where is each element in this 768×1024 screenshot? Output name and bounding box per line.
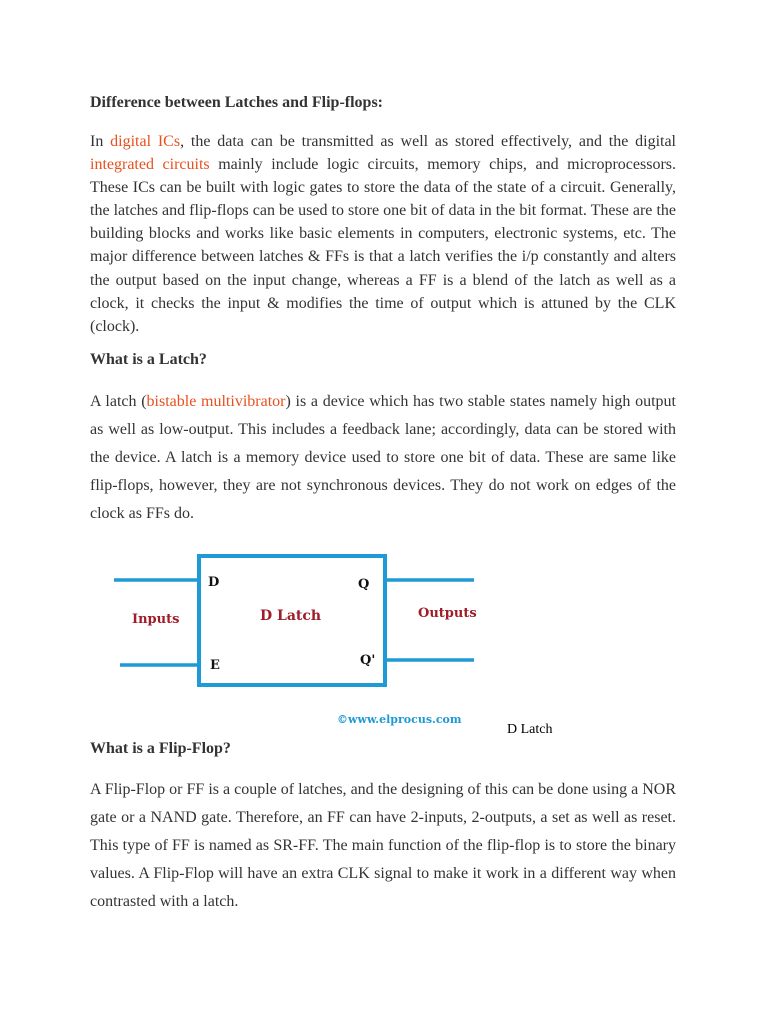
integrated-circuits-link[interactable]: integrated circuits [90, 156, 210, 174]
paragraph-difference [90, 130, 676, 338]
section-heading-flip-flop: What is a Flip-Flop? [90, 740, 231, 757]
paragraph-text: A latch ( [90, 393, 147, 410]
d-latch-diagram [108, 548, 488, 732]
paragraph-latch [90, 388, 676, 528]
outputs-label: Outputs [418, 606, 477, 621]
figure-caption: D Latch [507, 722, 553, 737]
pin-q-label: Q [358, 577, 370, 592]
inputs-label: Inputs [132, 612, 180, 627]
digital-ics-link[interactable]: digital ICs [110, 133, 181, 150]
bistable-multivibrator-link[interactable]: bistable multivibrator [146, 393, 286, 410]
section-heading-difference: Difference between Latches and Flip-flops: [90, 94, 383, 111]
watermark-text: ©www.elprocus.com [337, 713, 462, 726]
d-latch-block-label: D Latch [260, 608, 322, 624]
paragraph-text: ) is a device which has two stable states namely high output as well as low-output. This includes a feedback lane; accordingly, data can be stored with the device. A latch is a memory device used to store one bit of data. These are same like flip-flops, however, they are not synchronous devices. They do not work on edges of the clock as FFs do. [90, 393, 677, 522]
paragraph-flip-flop: A Flip-Flop or FF is a couple of latches, and the designing of this can be done using a NOR gate or a NAND gate. Therefore, an FF can have 2-inputs, 2-outputs, a set as well as reset. This type of FF is named as SR-FF. The main function of the flip-flop is to store the binary values. A Flip-Flop will have an extra CLK signal to make it work in a different way when contrasted with a latch. [90, 781, 676, 910]
section-heading-latch: What is a Latch? [90, 351, 207, 368]
paragraph-text: , the data can be transmitted as well as stored effectively, and the digital [180, 133, 677, 150]
paragraph-text: mainly include logic circuits, memory chips, and microprocessors. These ICs can be built with logic gates to store the data of the state of a circuit. Generally, the latches and flip-flops can be used to store one bit of data in the bit format. These are the building blocks and works like basic elements in computers, electronic systems, etc. The major difference between latches & FFs is that a latch verifies the i/p constantly and alters the output based on the input change, whereas a FF is a blend of the latch as well as a clock, it checks the input & modifies the time of output which is attuned by the CLK (clock). [90, 156, 677, 335]
paragraph-text: In [90, 133, 111, 150]
pin-e-label: E [210, 658, 220, 673]
pin-d-label: D [208, 575, 220, 590]
pin-qbar-label: Q' [360, 653, 376, 668]
